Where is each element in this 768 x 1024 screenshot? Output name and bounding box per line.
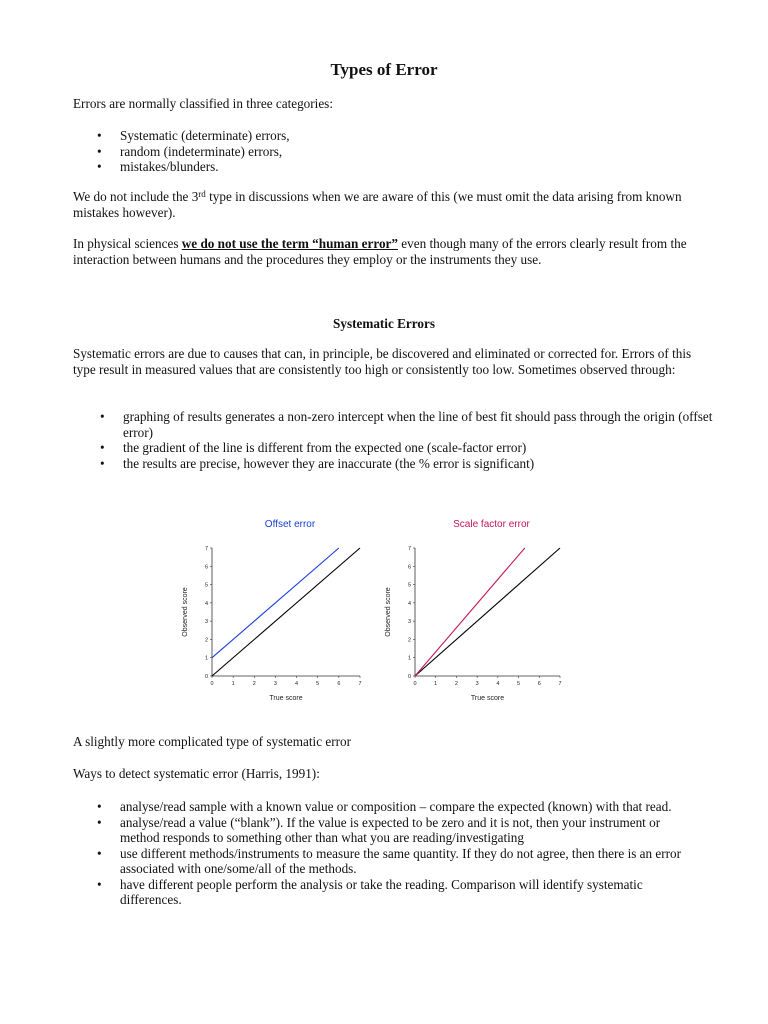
y-tick-label: 5: [407, 582, 411, 589]
y-tick-label: 0: [407, 674, 411, 680]
x-tick-label: 7: [358, 681, 362, 687]
y-tick-label: 0: [204, 674, 208, 680]
x-tick-label: 2: [252, 681, 256, 687]
systematic-errors-heading: Systematic Errors: [333, 316, 435, 331]
intro-paragraph: Errors are normally classified in three categories:: [73, 96, 333, 111]
list-item: • analyse/read sample with a known value or composition – compare the expected (known) with that read.: [70, 799, 700, 815]
category-list: [73, 128, 713, 175]
list-item: • the results are precise, however they are inaccurate (the % error is significant): [73, 456, 713, 472]
y-tick-label: 5: [204, 582, 208, 589]
x-tick-label: 3: [475, 681, 479, 687]
y-axis-label: Observed score: [385, 587, 392, 637]
y-tick-label: 7: [407, 546, 411, 552]
x-tick-label: 0: [413, 681, 417, 687]
page-title: Types of Error: [330, 60, 438, 79]
error-charts-figure: [0, 500, 768, 715]
x-tick-label: 0: [210, 681, 214, 687]
series-line-scale: [415, 548, 525, 676]
x-axis-label: True score: [470, 695, 505, 702]
y-tick-label: 1: [407, 655, 411, 662]
series-line-offset: [212, 548, 339, 658]
y-tick-label: 6: [407, 564, 411, 571]
x-axis-label: True score: [269, 695, 303, 702]
y-tick-label: 2: [204, 637, 208, 644]
chart-title: Scale factor error: [453, 519, 530, 530]
y-tick-label: 3: [407, 619, 411, 626]
complicated-paragraph: A slightly more complicated type of systematic error: [73, 734, 351, 749]
y-tick-label: 4: [407, 600, 411, 607]
x-tick-label: 6: [537, 681, 541, 687]
y-tick-label: 1: [204, 655, 208, 662]
series-line-true: [415, 548, 560, 676]
chart-title: Offset error: [264, 519, 316, 530]
x-tick-label: 1: [231, 681, 235, 687]
list-item: • random (indeterminate) errors,: [73, 144, 713, 160]
x-tick-label: 2: [454, 681, 458, 687]
scale-factor-error-chart: [385, 519, 562, 702]
series-line-true: [212, 548, 360, 676]
x-tick-label: 4: [496, 681, 500, 687]
list-item: • mistakes/blunders.: [73, 159, 713, 175]
y-tick-label: 4: [204, 600, 208, 607]
x-tick-label: 7: [558, 681, 562, 687]
detect-list: [70, 799, 700, 908]
list-item: • the gradient of the line is different from the expected one (scale-factor error): [73, 440, 713, 456]
third-type-paragraph: We do not include the 3rd type in discussions when we are aware of this (we must omit the data arising from known mistakes however).: [73, 189, 682, 220]
detect-intro: Ways to detect systematic error (Harris, 1991):: [73, 766, 320, 781]
x-tick-label: 5: [517, 681, 521, 687]
y-tick-label: 6: [204, 564, 208, 571]
human-error-emphasis: we do not use the term “human error”: [181, 236, 398, 251]
y-tick-label: 3: [204, 619, 208, 626]
y-tick-label: 7: [204, 546, 208, 552]
x-tick-label: 5: [316, 681, 320, 687]
offset-error-chart: [182, 519, 362, 702]
list-item: • use different methods/instruments to measure the same quantity. If they do not agree, then there is an error associated with one/some/all of the methods.: [70, 846, 700, 877]
x-tick-label: 3: [273, 681, 277, 687]
y-tick-label: 2: [407, 637, 411, 644]
list-item: • graphing of results generates a non-zero intercept when the line of best fit should pass through the origin (offset error): [73, 409, 713, 440]
systematic-paragraph: Systematic errors are due to causes that can, in principle, be discovered and eliminated or corrected for. Errors of this type result in measured values that are consistently too high or consistently too low. Sometimes observed through:: [73, 346, 692, 377]
systematic-list: [73, 409, 713, 471]
human-error-paragraph: In physical sciences we do not use the term “human error” even though many of the errors clearly result from the interaction between humans and the procedures they employ or the instruments they use.: [73, 236, 687, 267]
list-item: • have different people perform the analysis or take the reading. Comparison will identify systematic differences.: [70, 877, 700, 908]
y-axis-label: Observed score: [182, 587, 189, 637]
list-item: • analyse/read a value (“blank”). If the value is expected to be zero and it is not, then your instrument or method responds to something other than what you are reading/investigating: [70, 815, 700, 846]
list-item: • Systematic (determinate) errors,: [73, 128, 713, 144]
x-tick-label: 6: [337, 681, 341, 687]
x-tick-label: 4: [295, 681, 299, 687]
x-tick-label: 1: [434, 681, 438, 687]
